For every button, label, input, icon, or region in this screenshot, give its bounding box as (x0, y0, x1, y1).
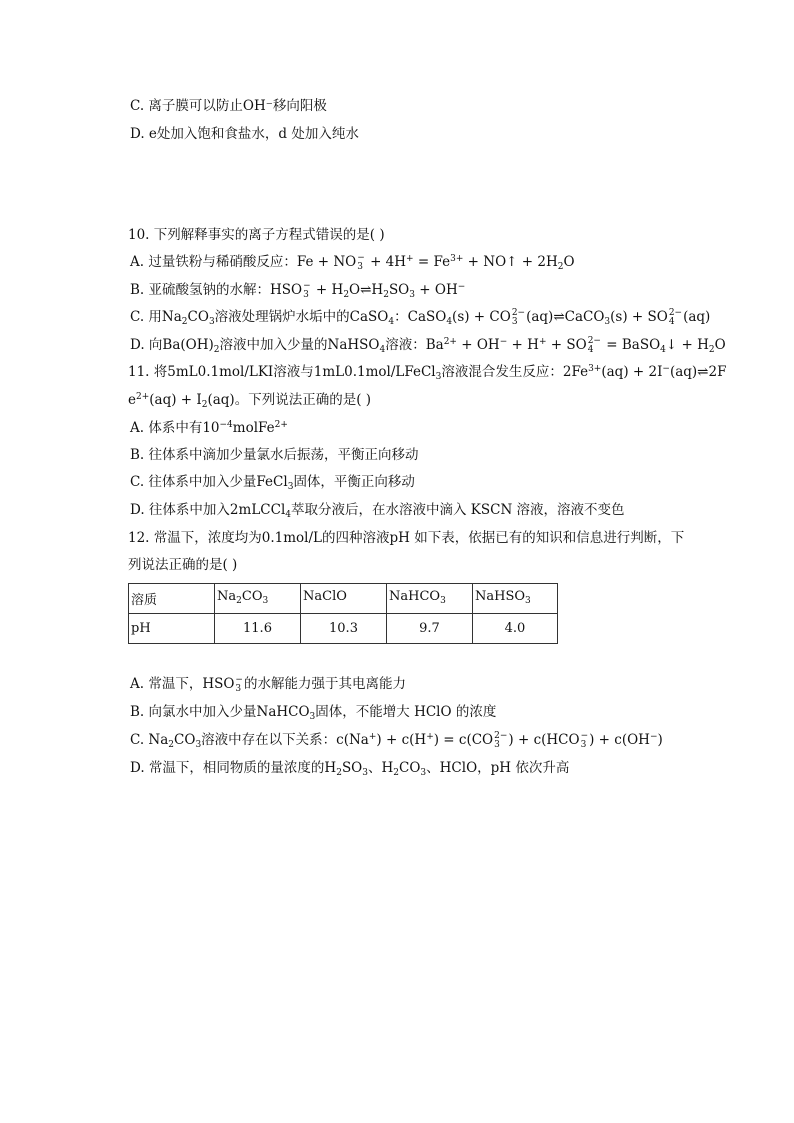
table-header-nahco3: NaHCO$_3$ (387, 584, 473, 614)
q12-option-c: C. $Na_2CO_3$溶液中存在以下关系：c(Na+) + c(H+) = c(CO 2− 3 ) + c(HCO − 3 ) + c(OH−) (130, 730, 663, 750)
q11-option-d: D. 往体系中加入2mLCCl$_4$萃取分液后，在水溶液中滴入 KSCN 溶液，溶液不变色 (130, 502, 625, 520)
q10-option-c: C. 用$Na_2CO_3$溶液处理锅炉水垢中的CaSO$_4$：CaSO$_4$(s) + CO 2− 3 (aq)⇌CaCO$_3$(s) + SO 2− 4 (aq) (130, 307, 711, 327)
table-cell-value: 11.6 (215, 614, 301, 644)
q11-option-b: B. 往体系中滴加少量氯水后振荡，平衡正向移动 (130, 447, 419, 463)
ph-table (128, 583, 558, 644)
table-cell-value: 4.0 (473, 614, 558, 644)
q12-option-a: A. 常温下，HSO − 3 的水解能力强于其电离能力 (130, 674, 406, 694)
table-row-label-ph: pH (129, 614, 215, 644)
q12-stem-line1: 12. 常温下，浓度均为0.1mol/L的四种溶液pH 如下表，依据已有的知识和信息进行判断，下 (128, 530, 685, 546)
table-header-na2co3: $Na_2CO_3$ (215, 584, 301, 614)
q9-option-c: C. 离子膜可以防止OH⁻移向阳极 (130, 98, 327, 114)
table-row (129, 614, 558, 644)
q11-stem-line2: $e^{2+}(aq) + I_2(aq)$。下列说法正确的是( ) (128, 392, 372, 410)
q12-option-d: D. 常温下，相同物质的量浓度的$H_2SO_3$、$H_2CO_3$、HClO，pH 依次升高 (130, 760, 570, 778)
q10-option-a: A. 过量铁粉与稀硝酸反应：Fe + NO − 3 + $4H^+ = Fe^{3+}$ + NO↑ + $2H_2O$ (130, 252, 575, 272)
q9-option-d: D. e处加入饱和食盐水，d 处加入纯水 (130, 126, 359, 142)
q11-option-a: A. 体系中有$10^{-4}molFe^{2+}$ (130, 420, 288, 436)
table-header-nahso3: NaHSO$_3$ (473, 584, 558, 614)
q10-option-d: D. 向$Ba(OH)_2$溶液中加入少量的NaHSO$_4$溶液：$Ba^{2+} + OH^- + H^+$ + SO 2− 4 = BaSO$_4$↓ + $H_2O$ (130, 335, 726, 355)
q11-stem-line1: 11. 将5mL0.1mol/LKI溶液与1mL0.1mol/LFeCl$_3$溶液混合发生反应：$2Fe^{3+}(aq)$ + 2I−(aq)⇌2F (128, 364, 727, 382)
table-cell-value: 9.7 (387, 614, 473, 644)
q10-stem: 10. 下列解释事实的离子方程式错误的是( ) (128, 227, 385, 243)
table-header-solute: 溶质 (129, 584, 215, 614)
table-row (129, 584, 558, 614)
q10-option-b: B. 亚硫酸氢钠的水解：HSO − 3 + $H_2O\rightleftharpoons H_2SO_3 + OH^-$ (130, 280, 466, 300)
table-cell-value: 10.3 (301, 614, 387, 644)
q12-option-b: B. 向氯水中加入少量NaHCO$_3$固体，不能增大 HClO 的浓度 (130, 704, 497, 722)
table-header-naclo: NaClO (301, 584, 387, 614)
q12-stem-line2: 列说法正确的是( ) (128, 557, 238, 573)
q11-option-c: C. 往体系中加入少量FeCl$_3$固体，平衡正向移动 (130, 474, 415, 492)
